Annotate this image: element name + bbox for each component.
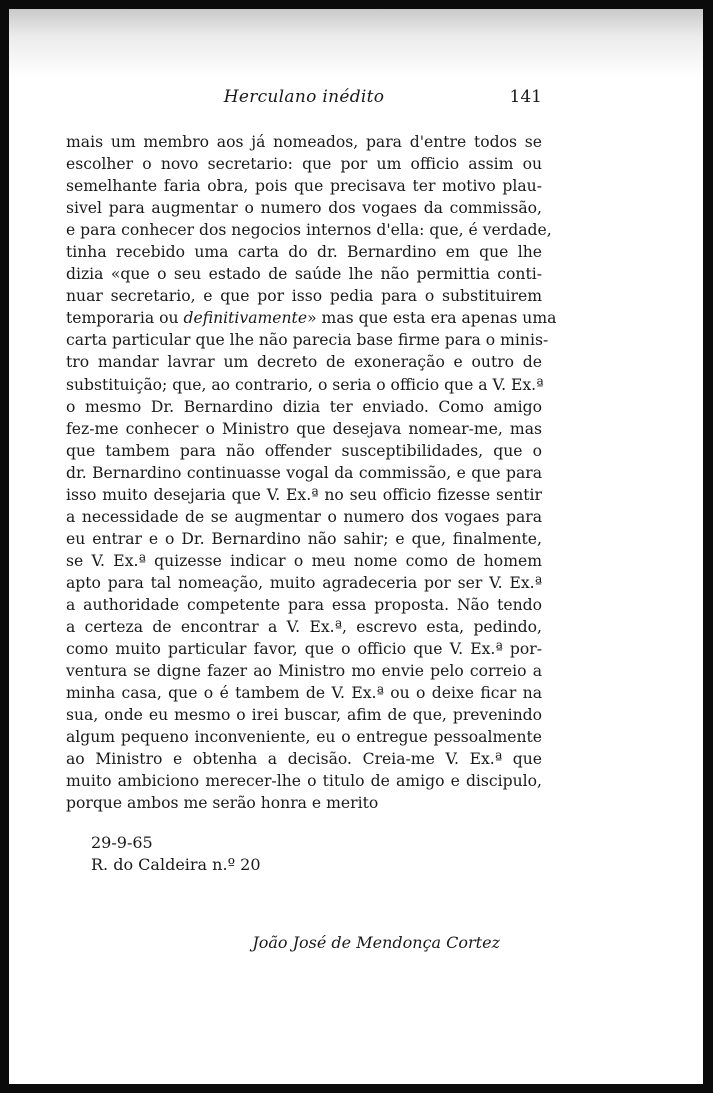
body-line: algum pequeno inconveniente, eu o entregue pessoalmente <box>66 728 542 747</box>
body-line: nuar secretario, e que por isso pedia para o substituirem <box>66 287 542 306</box>
letter-date: 29-9-65 <box>91 833 153 852</box>
body-line: se V. Ex.ª quizesse indicar o meu nome como de homem <box>66 551 542 570</box>
body-line: que tambem para não offender susceptibilidades, que o <box>66 441 542 460</box>
body-line: e para conhecer dos negocios internos d'ella: que, é verdade, <box>66 221 552 240</box>
body-line: fez-me conhecer o Ministro que desejava nomear-me, mas <box>66 419 542 438</box>
body-line: dizia «que o seu estado de saúde lhe não permittia conti- <box>66 265 542 284</box>
body-line: sivel para augmentar o numero dos vogaes da commissão, <box>66 199 542 218</box>
body-line: eu entrar e o Dr. Bernardino não sahir; e que, finalmente, <box>66 529 542 548</box>
body-line: a necessidade de se augmentar o numero dos vogaes para <box>66 507 542 526</box>
dateline <box>91 832 261 876</box>
body-line: escolher o novo secretario: que por um officio assim ou <box>66 155 542 174</box>
body-line: a authoridade competente para essa proposta. Não tendo <box>66 595 542 614</box>
body-line: sua, onde eu mesmo o irei buscar, afim de que, prevenindo <box>66 706 542 725</box>
body-line: dr. Bernardino continuasse vogal da commissão, e que para <box>66 463 542 482</box>
body-line: ao Ministro e obtenha a decisão. Creia-me V. Ex.ª que <box>66 750 542 769</box>
body-line: tro mandar lavrar um decreto de exoneração e outro de <box>66 353 542 372</box>
page-header <box>66 87 542 111</box>
body-line: carta particular que lhe não parecia base firme para o minis- <box>66 331 549 350</box>
letter-address: R. do Caldeira n.º 20 <box>91 855 261 874</box>
body-line: o mesmo Dr. Bernardino dizia ter enviado. Como amigo <box>66 397 542 416</box>
body-line: temporaria ou definitivamente» mas que esta era apenas uma <box>66 309 557 328</box>
body-line: minha casa, que o é tambem de V. Ex.ª ou o deixe ficar na <box>66 684 542 703</box>
letter-body <box>66 131 557 814</box>
body-line: mais um membro aos já nomeados, para d'entre todos se <box>66 133 542 151</box>
running-title: Herculano inédito <box>223 87 385 107</box>
book-page <box>9 9 703 1084</box>
body-line: porque ambos me serão honra e merito <box>66 794 379 813</box>
page-number: 141 <box>509 87 542 107</box>
scan-shadow <box>9 9 703 79</box>
body-line: como muito particular favor, que o officio que V. Ex.ª por- <box>66 640 542 659</box>
body-line: a certeza de encontrar a V. Ex.ª, escrevo esta, pedindo, <box>66 618 542 637</box>
body-line: isso muito desejaria que V. Ex.ª no seu officio fizesse sentir <box>66 485 542 504</box>
signature: João José de Mendonça Cortez <box>252 933 500 952</box>
body-line: ventura se digne fazer ao Ministro mo envie pelo correio a <box>66 662 542 681</box>
body-line: tinha recebido uma carta do dr. Bernardino em que lhe <box>66 243 542 262</box>
body-line: muito ambiciono merecer-lhe o titulo de amigo e discipulo, <box>66 772 542 791</box>
body-line: apto para tal nomeação, muito agradeceria por ser V. Ex.ª <box>66 573 542 592</box>
body-line: semelhante faria obra, pois que precisava ter motivo plau- <box>66 177 542 196</box>
body-line: substituição; que, ao contrario, o seria o officio que a V. Ex.ª <box>66 375 544 394</box>
